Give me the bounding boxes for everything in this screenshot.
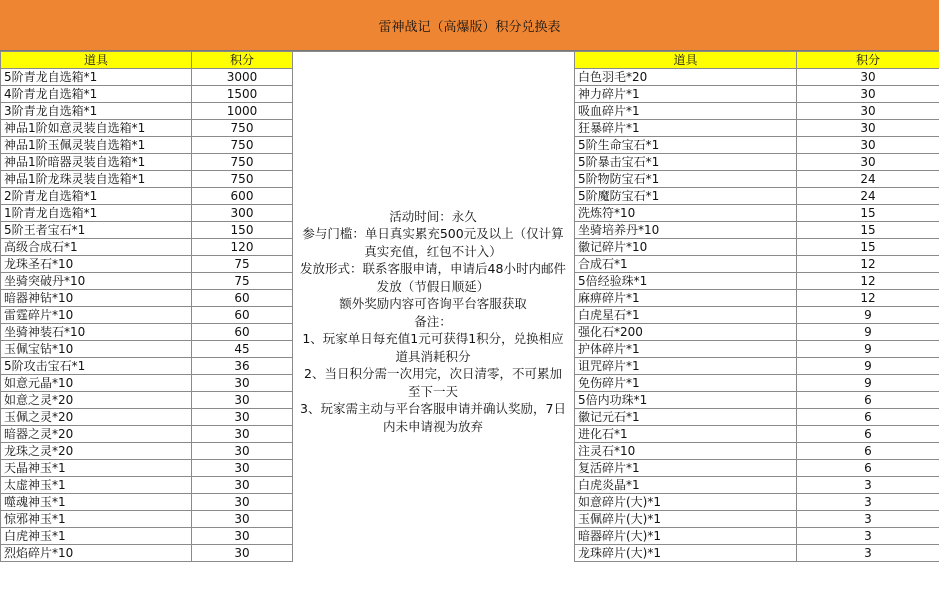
points-cell: 750 bbox=[192, 154, 293, 171]
item-name-cell: 免伤碎片*1 bbox=[575, 375, 797, 392]
right-exchange-table bbox=[574, 51, 939, 562]
item-name-cell: 1阶青龙自选箱*1 bbox=[1, 205, 192, 222]
table-row bbox=[1, 375, 293, 392]
points-cell: 30 bbox=[192, 426, 293, 443]
points-cell: 12 bbox=[797, 256, 939, 273]
points-cell: 30 bbox=[192, 545, 293, 562]
table-row bbox=[575, 137, 939, 154]
points-cell: 6 bbox=[797, 460, 939, 477]
rule-line: 活动时间：永久 bbox=[389, 208, 477, 224]
points-cell: 3 bbox=[797, 511, 939, 528]
rule-line: 3、玩家需主动与平台客服申请并确认奖励，7日内未申请视为放弃 bbox=[300, 401, 566, 434]
points-cell: 30 bbox=[192, 528, 293, 545]
points-cell: 3 bbox=[797, 477, 939, 494]
points-cell: 30 bbox=[797, 137, 939, 154]
item-name-cell: 雷霆碎片*10 bbox=[1, 307, 192, 324]
table-row bbox=[575, 426, 939, 443]
table-row bbox=[1, 188, 293, 205]
item-name-cell: 龙珠之灵*20 bbox=[1, 443, 192, 460]
table-row bbox=[1, 137, 293, 154]
item-name-cell: 5倍经验珠*1 bbox=[575, 273, 797, 290]
item-name-cell: 复活碎片*1 bbox=[575, 460, 797, 477]
points-cell: 1000 bbox=[192, 103, 293, 120]
table-row bbox=[1, 460, 293, 477]
points-cell: 30 bbox=[797, 69, 939, 86]
item-name-cell: 玉佩之灵*20 bbox=[1, 409, 192, 426]
table-row bbox=[575, 545, 939, 562]
points-cell: 75 bbox=[192, 273, 293, 290]
item-name-cell: 神品1阶如意灵装自选箱*1 bbox=[1, 120, 192, 137]
points-cell: 9 bbox=[797, 358, 939, 375]
item-name-cell: 吸血碎片*1 bbox=[575, 103, 797, 120]
item-name-cell: 玉佩碎片(大)*1 bbox=[575, 511, 797, 528]
item-name-cell: 龙珠圣石*10 bbox=[1, 256, 192, 273]
table-row bbox=[1, 443, 293, 460]
points-cell: 3 bbox=[797, 494, 939, 511]
points-cell: 300 bbox=[192, 205, 293, 222]
table-row bbox=[575, 409, 939, 426]
item-name-cell: 如意碎片(大)*1 bbox=[575, 494, 797, 511]
points-cell: 30 bbox=[192, 511, 293, 528]
points-cell: 36 bbox=[192, 358, 293, 375]
rule-line: 2、当日积分需一次用完，次日清零，不可累加至下一天 bbox=[304, 366, 562, 399]
points-cell: 3 bbox=[797, 528, 939, 545]
points-cell: 6 bbox=[797, 443, 939, 460]
points-cell: 1500 bbox=[192, 86, 293, 103]
item-name-cell: 暗器碎片(大)*1 bbox=[575, 528, 797, 545]
points-cell: 30 bbox=[192, 460, 293, 477]
table-row bbox=[1, 154, 293, 171]
item-name-cell: 坐骑培养丹*10 bbox=[575, 222, 797, 239]
points-cell: 30 bbox=[192, 375, 293, 392]
item-name-cell: 高级合成石*1 bbox=[1, 239, 192, 256]
table-row bbox=[1, 86, 293, 103]
points-cell: 750 bbox=[192, 171, 293, 188]
sheet-title: 雷神战记（高爆版）积分兑换表 bbox=[0, 0, 939, 51]
table-row bbox=[1, 341, 293, 358]
item-name-cell: 5阶青龙自选箱*1 bbox=[1, 69, 192, 86]
points-cell: 750 bbox=[192, 137, 293, 154]
table-row bbox=[575, 103, 939, 120]
item-name-cell: 合成石*1 bbox=[575, 256, 797, 273]
item-name-cell: 进化石*1 bbox=[575, 426, 797, 443]
points-cell: 3000 bbox=[192, 69, 293, 86]
points-cell: 9 bbox=[797, 341, 939, 358]
points-cell: 30 bbox=[192, 477, 293, 494]
points-column-header: 积分 bbox=[797, 52, 939, 69]
item-name-cell: 狂暴碎片*1 bbox=[575, 120, 797, 137]
table-row bbox=[575, 477, 939, 494]
item-name-cell: 5阶魔防宝石*1 bbox=[575, 188, 797, 205]
item-name-cell: 注灵石*10 bbox=[575, 443, 797, 460]
item-column-header: 道具 bbox=[1, 52, 192, 69]
table-row bbox=[575, 239, 939, 256]
points-cell: 30 bbox=[797, 86, 939, 103]
event-rules-panel bbox=[292, 51, 574, 591]
item-name-cell: 3阶青龙自选箱*1 bbox=[1, 103, 192, 120]
rule-line: 额外奖励内容可咨询平台客服获取 bbox=[339, 296, 527, 312]
item-name-cell: 龙珠碎片(大)*1 bbox=[575, 545, 797, 562]
table-row bbox=[575, 256, 939, 273]
table-row bbox=[575, 86, 939, 103]
rule-line: 备注： bbox=[414, 313, 452, 329]
points-cell: 150 bbox=[192, 222, 293, 239]
item-name-cell: 玉佩宝钻*10 bbox=[1, 341, 192, 358]
item-name-cell: 徽记元石*1 bbox=[575, 409, 797, 426]
item-name-cell: 麻痹碎片*1 bbox=[575, 290, 797, 307]
table-row bbox=[1, 426, 293, 443]
item-name-cell: 徽记碎片*10 bbox=[575, 239, 797, 256]
left-header-row bbox=[1, 52, 293, 69]
points-cell: 30 bbox=[192, 392, 293, 409]
table-row bbox=[575, 392, 939, 409]
points-cell: 75 bbox=[192, 256, 293, 273]
points-cell: 30 bbox=[192, 409, 293, 426]
table-row bbox=[1, 409, 293, 426]
item-name-cell: 坐骑突破丹*10 bbox=[1, 273, 192, 290]
table-row bbox=[575, 307, 939, 324]
rule-line: 参与门槛：单日真实累充500元及以上（仅计算真实充值，红包不计入） bbox=[302, 226, 564, 259]
rule-line: 1、玩家单日每充值1元可获得1积分，兑换相应道具消耗积分 bbox=[302, 331, 564, 364]
table-row bbox=[1, 392, 293, 409]
item-name-cell: 白虎炎晶*1 bbox=[575, 477, 797, 494]
table-row bbox=[1, 256, 293, 273]
points-cell: 750 bbox=[192, 120, 293, 137]
table-row bbox=[575, 222, 939, 239]
table-row bbox=[1, 273, 293, 290]
item-name-cell: 2阶青龙自选箱*1 bbox=[1, 188, 192, 205]
points-cell: 12 bbox=[797, 273, 939, 290]
table-row bbox=[1, 545, 293, 562]
item-name-cell: 神品1阶玉佩灵装自选箱*1 bbox=[1, 137, 192, 154]
table-row bbox=[575, 171, 939, 188]
item-name-cell: 神力碎片*1 bbox=[575, 86, 797, 103]
item-name-cell: 5倍内功珠*1 bbox=[575, 392, 797, 409]
points-cell: 9 bbox=[797, 375, 939, 392]
table-row bbox=[575, 290, 939, 307]
table-row bbox=[1, 69, 293, 86]
table-row bbox=[575, 205, 939, 222]
table-row bbox=[575, 511, 939, 528]
points-cell: 30 bbox=[797, 103, 939, 120]
table-row bbox=[575, 528, 939, 545]
item-name-cell: 5阶物防宝石*1 bbox=[575, 171, 797, 188]
left-table-body bbox=[1, 69, 293, 562]
table-row bbox=[1, 222, 293, 239]
item-name-cell: 强化石*200 bbox=[575, 324, 797, 341]
item-name-cell: 神品1阶龙珠灵装自选箱*1 bbox=[1, 171, 192, 188]
item-name-cell: 白虎星石*1 bbox=[575, 307, 797, 324]
table-row bbox=[1, 511, 293, 528]
item-name-cell: 诅咒碎片*1 bbox=[575, 358, 797, 375]
right-table-body bbox=[575, 69, 939, 562]
table-row bbox=[575, 443, 939, 460]
table-row bbox=[1, 239, 293, 256]
points-cell: 60 bbox=[192, 307, 293, 324]
points-cell: 120 bbox=[192, 239, 293, 256]
points-cell: 9 bbox=[797, 324, 939, 341]
item-column-header: 道具 bbox=[575, 52, 797, 69]
table-row bbox=[1, 358, 293, 375]
points-cell: 30 bbox=[797, 120, 939, 137]
item-name-cell: 如意元晶*10 bbox=[1, 375, 192, 392]
item-name-cell: 天晶神玉*1 bbox=[1, 460, 192, 477]
table-row bbox=[575, 460, 939, 477]
table-row bbox=[575, 154, 939, 171]
points-cell: 30 bbox=[797, 154, 939, 171]
table-row bbox=[1, 205, 293, 222]
points-cell: 15 bbox=[797, 205, 939, 222]
rule-line: 发放形式：联系客服申请，申请后48小时内邮件发放（节假日顺延） bbox=[300, 261, 566, 294]
points-cell: 45 bbox=[192, 341, 293, 358]
points-cell: 9 bbox=[797, 307, 939, 324]
table-row bbox=[575, 188, 939, 205]
table-row bbox=[1, 171, 293, 188]
item-name-cell: 洗炼符*10 bbox=[575, 205, 797, 222]
item-name-cell: 护体碎片*1 bbox=[575, 341, 797, 358]
points-cell: 30 bbox=[192, 443, 293, 460]
points-cell: 6 bbox=[797, 409, 939, 426]
item-name-cell: 噬魂神玉*1 bbox=[1, 494, 192, 511]
item-name-cell: 5阶攻击宝石*1 bbox=[1, 358, 192, 375]
item-name-cell: 神品1阶暗器灵装自选箱*1 bbox=[1, 154, 192, 171]
table-row bbox=[1, 477, 293, 494]
points-cell: 600 bbox=[192, 188, 293, 205]
points-cell: 3 bbox=[797, 545, 939, 562]
item-name-cell: 5阶暴击宝石*1 bbox=[575, 154, 797, 171]
points-cell: 60 bbox=[192, 324, 293, 341]
points-cell: 15 bbox=[797, 239, 939, 256]
table-row bbox=[575, 273, 939, 290]
left-exchange-table bbox=[0, 51, 293, 562]
table-row bbox=[575, 341, 939, 358]
item-name-cell: 惊邪神玉*1 bbox=[1, 511, 192, 528]
table-row bbox=[1, 528, 293, 545]
item-name-cell: 太虚神玉*1 bbox=[1, 477, 192, 494]
points-cell: 24 bbox=[797, 171, 939, 188]
points-cell: 30 bbox=[192, 494, 293, 511]
item-name-cell: 5阶王者宝石*1 bbox=[1, 222, 192, 239]
item-name-cell: 暗器神钻*10 bbox=[1, 290, 192, 307]
table-row bbox=[1, 103, 293, 120]
right-header-row bbox=[575, 52, 939, 69]
table-row bbox=[575, 69, 939, 86]
table-row bbox=[575, 324, 939, 341]
item-name-cell: 白色羽毛*20 bbox=[575, 69, 797, 86]
item-name-cell: 烈焰碎片*10 bbox=[1, 545, 192, 562]
item-name-cell: 暗器之灵*20 bbox=[1, 426, 192, 443]
table-row bbox=[1, 120, 293, 137]
points-cell: 15 bbox=[797, 222, 939, 239]
points-column-header: 积分 bbox=[192, 52, 293, 69]
item-name-cell: 4阶青龙自选箱*1 bbox=[1, 86, 192, 103]
table-row bbox=[1, 307, 293, 324]
table-row bbox=[1, 494, 293, 511]
points-cell: 12 bbox=[797, 290, 939, 307]
item-name-cell: 5阶生命宝石*1 bbox=[575, 137, 797, 154]
table-row bbox=[575, 120, 939, 137]
table-row bbox=[575, 358, 939, 375]
table-row bbox=[575, 375, 939, 392]
table-row bbox=[575, 494, 939, 511]
item-name-cell: 如意之灵*20 bbox=[1, 392, 192, 409]
points-cell: 24 bbox=[797, 188, 939, 205]
table-row bbox=[1, 290, 293, 307]
item-name-cell: 坐骑神装石*10 bbox=[1, 324, 192, 341]
points-cell: 6 bbox=[797, 426, 939, 443]
points-cell: 60 bbox=[192, 290, 293, 307]
item-name-cell: 白虎神玉*1 bbox=[1, 528, 192, 545]
table-row bbox=[1, 324, 293, 341]
points-cell: 6 bbox=[797, 392, 939, 409]
